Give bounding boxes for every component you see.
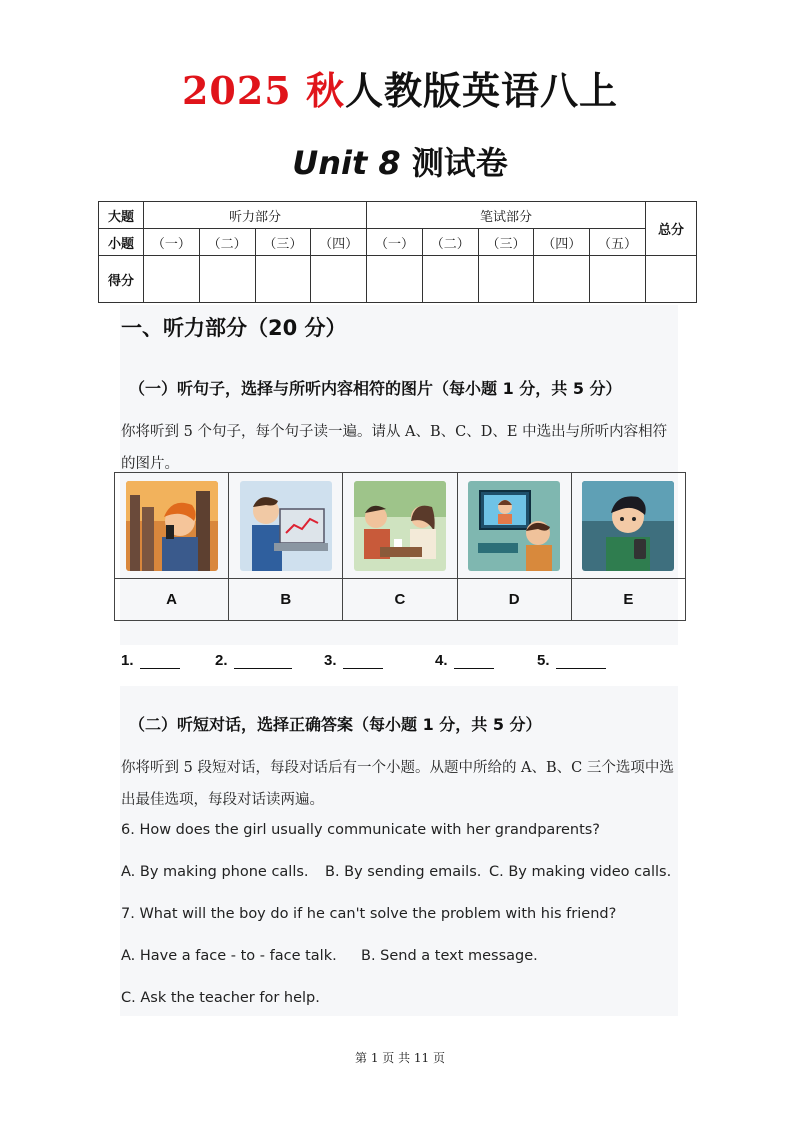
part2-instruction: 你将听到 5 段短对话，每段对话后有一个小题。从题中所给的 A、B、C 三个选项中选出最佳选项，每段对话读两遍。 bbox=[121, 760, 674, 808]
picture-table bbox=[114, 472, 686, 621]
picture-cell bbox=[457, 473, 571, 579]
picture-label: B bbox=[229, 579, 343, 621]
picture-cell bbox=[343, 473, 457, 579]
picture-cell bbox=[229, 473, 343, 579]
picture-label: A bbox=[115, 579, 229, 621]
answer-blank[interactable]: 5. bbox=[537, 652, 606, 669]
sub-question-header: （四） bbox=[311, 229, 367, 256]
document-subtitle bbox=[0, 138, 800, 184]
sub-question-header: （二） bbox=[199, 229, 255, 256]
man-using-laptop-illustration bbox=[240, 481, 332, 571]
sub-question-header: （二） bbox=[422, 229, 478, 256]
q7-option-a[interactable]: A. Have a face - to - face talk. bbox=[121, 948, 337, 964]
part1-heading: （一）听句子，选择与所听内容相符的图片（每小题 1 分，共 5 分） bbox=[129, 379, 622, 398]
sub-question-header: （三） bbox=[478, 229, 534, 256]
writing-header: 笔试部分 bbox=[367, 202, 646, 229]
section-heading: 一、听力部分（20 分） bbox=[121, 316, 347, 340]
q7-option-b[interactable]: B. Send a text message. bbox=[361, 948, 538, 964]
sub-question-header: （一） bbox=[144, 229, 200, 256]
picture-cell bbox=[571, 473, 685, 579]
picture-label: E bbox=[571, 579, 685, 621]
sub-question-header: （一） bbox=[367, 229, 423, 256]
title-text: 人教版英语八上 bbox=[344, 68, 618, 113]
sub-question-header: （三） bbox=[255, 229, 311, 256]
picture-label: C bbox=[343, 579, 457, 621]
answer-blank[interactable]: 4. bbox=[435, 652, 494, 669]
score-cell bbox=[534, 256, 590, 303]
subtitle-unit: Unit 8 bbox=[292, 144, 401, 182]
page-number: 第 1 页 共 11 页 bbox=[355, 1051, 445, 1065]
answer-blank[interactable]: 1. bbox=[121, 652, 180, 669]
score-cell bbox=[199, 256, 255, 303]
part1-instruction: 你将听到 5 个句子，每个句子读一遍。请从 A、B、C、D、E 中选出与所听内容相符的图片。 bbox=[121, 424, 668, 472]
question-7: 7. What will the boy do if he can't solve the problem with his friend? bbox=[121, 906, 617, 922]
part2-heading: （二）听短对话，选择正确答案（每小题 1 分，共 5 分） bbox=[129, 715, 542, 734]
sub-question-header: （四） bbox=[534, 229, 590, 256]
listening-part2-background bbox=[120, 686, 678, 1016]
score-cell bbox=[422, 256, 478, 303]
listening-header: 听力部分 bbox=[144, 202, 367, 229]
couple-talking-cafe-illustration bbox=[354, 481, 446, 571]
q6-option-b[interactable]: B. By sending emails. bbox=[325, 864, 482, 880]
score-cell bbox=[367, 256, 423, 303]
score-cell bbox=[646, 256, 697, 303]
answer-blank[interactable]: 3. bbox=[324, 652, 383, 669]
score-cell bbox=[311, 256, 367, 303]
sub-question-header: （五） bbox=[590, 229, 646, 256]
score-row-label: 大题 bbox=[99, 202, 144, 229]
score-row-label: 得分 bbox=[99, 256, 144, 303]
q6-option-a[interactable]: A. By making phone calls. bbox=[121, 864, 309, 880]
boy-with-phone-city-illustration bbox=[126, 481, 218, 571]
score-table bbox=[98, 201, 697, 303]
total-header: 总分 bbox=[646, 202, 697, 256]
subtitle-text: 测试卷 bbox=[411, 144, 508, 182]
score-cell bbox=[144, 256, 200, 303]
q6-option-c[interactable]: C. By making video calls. bbox=[489, 864, 672, 880]
score-cell bbox=[590, 256, 646, 303]
score-cell bbox=[478, 256, 534, 303]
score-row-label: 小题 bbox=[99, 229, 144, 256]
document-title bbox=[0, 60, 800, 115]
title-year: 2025 秋 bbox=[181, 68, 345, 113]
picture-label: D bbox=[457, 579, 571, 621]
video-call-on-monitor-illustration bbox=[468, 481, 560, 571]
boy-holding-phone-illustration bbox=[582, 481, 674, 571]
score-cell bbox=[255, 256, 311, 303]
question-6: 6. How does the girl usually communicate with her grandparents? bbox=[121, 822, 601, 838]
answer-blank[interactable]: 2. bbox=[215, 652, 292, 669]
q7-option-c[interactable]: C. Ask the teacher for help. bbox=[121, 990, 320, 1006]
picture-cell bbox=[115, 473, 229, 579]
